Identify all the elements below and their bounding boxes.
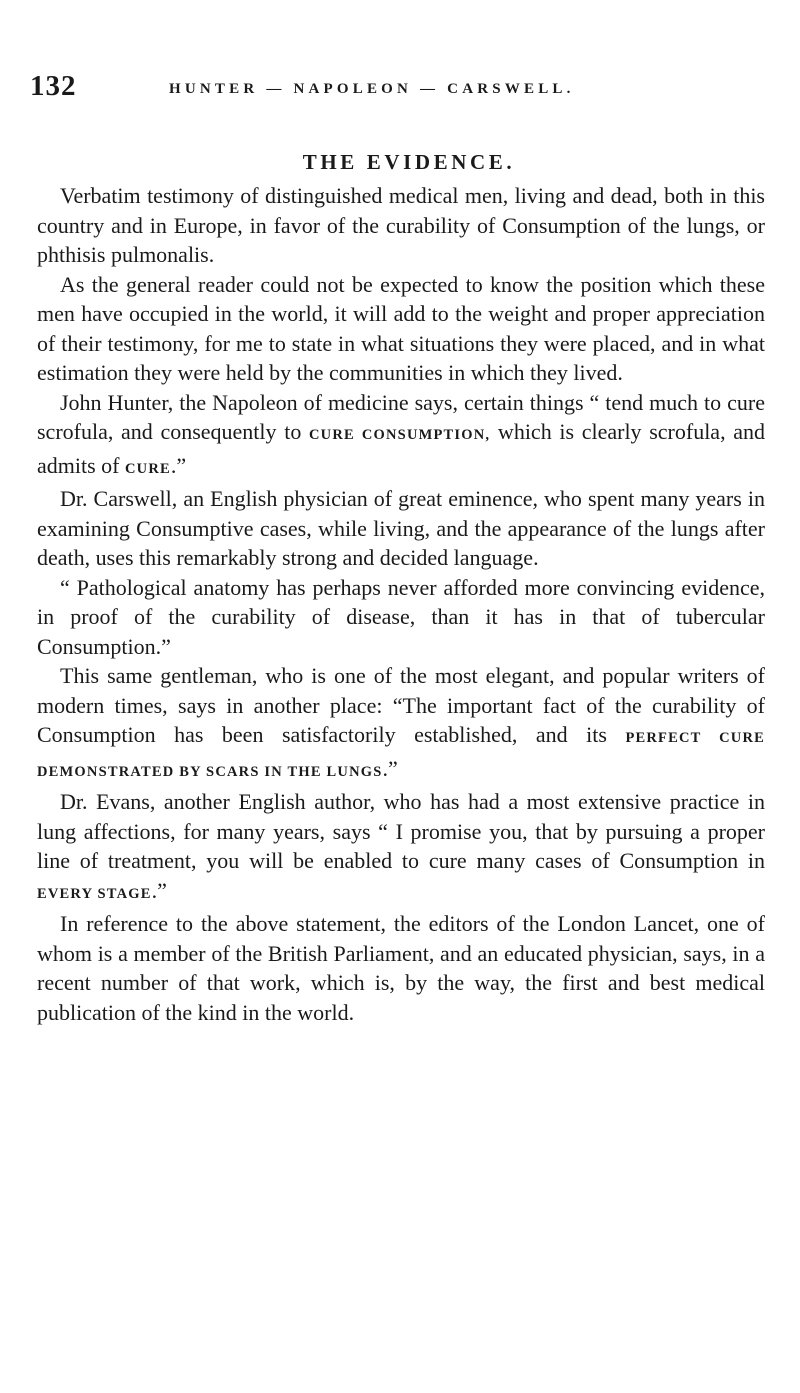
- paragraph: [37, 573, 765, 662]
- small-caps-emphasis: PERFECT CURE DEMONSTRATED BY SCARS IN THE LUNGS: [37, 730, 765, 780]
- paragraph-text: In reference to the above statement, the editors of the London Lancet, one of whom is a member of the British Parliament, and an educated physician, says, in a recent number of that work, which is, by the way, the first and best medical publication of the kind in the world.: [37, 911, 765, 1025]
- paragraph: [37, 388, 765, 485]
- paragraph-text: John Hunter, the Napoleon of medicine says, certain things “ tend much to cure scrofula, and consequently to: [37, 389, 765, 444]
- paragraph: [37, 181, 765, 270]
- paragraph: [37, 661, 765, 787]
- paragraph-text: .”: [170, 452, 187, 478]
- paragraph-text: Dr. Evans, another English author, who has had a most extensive practice in lung affections, for many years, says “ I promise you, that by pursuing a proper line of treatment, you will be enabled to cure many cases of Consumption in: [37, 789, 765, 873]
- paragraph-text: “ Pathological anatomy has perhaps never afforded more convincing evidence, in proof of the curability of disease, than it has in that of tubercular Consumption.”: [37, 574, 765, 659]
- paragraph-text: .”: [382, 755, 398, 781]
- small-caps-emphasis: CURE CONSUMPTION,: [308, 427, 491, 443]
- paragraph: [37, 270, 765, 388]
- running-header: [30, 70, 770, 110]
- small-caps-emphasis: CURE: [125, 460, 171, 477]
- small-caps-emphasis: EVERY STAGE: [37, 885, 152, 902]
- body-text: [37, 181, 765, 1027]
- page-number: 132: [30, 70, 77, 102]
- running-title: HUNTER — NAPOLEON — CARSWELL.: [169, 81, 575, 97]
- paragraph-text: Dr. Carswell, an English physician of great eminence, who spent many years in examining Consumptive cases, while living, and the appearance of the lungs after death, uses this remarkably strong and decided language.: [37, 486, 765, 570]
- paragraph-text: which is clearly scrofula, and admits of: [37, 419, 766, 478]
- paragraph: [37, 484, 765, 573]
- paragraph-text: .”: [151, 877, 167, 903]
- paragraph-text: This same gentleman, who is one of the most elegant, and popular writers of modern times, says in another place: “The important fact of the curability of Consumption has been satisfactorily established, and its: [37, 663, 765, 747]
- paragraph: [37, 787, 765, 909]
- paragraph: [37, 909, 765, 1027]
- paragraph-text: As the general reader could not be expected to know the position which these men have occupied in the world, it will add to the weight and proper appreciation of their testimony, for me to state in what situations they were placed, and in what estimation they were held by the communities in which they lived.: [37, 271, 765, 385]
- section-heading: THE EVIDENCE.: [302, 150, 516, 174]
- paragraph-text: Verbatim testimony of distinguished medical men, living and dead, both in this country and in Europe, in favor of the curability of Consumption of the lungs, or phthisis pulmonalis.: [37, 183, 765, 267]
